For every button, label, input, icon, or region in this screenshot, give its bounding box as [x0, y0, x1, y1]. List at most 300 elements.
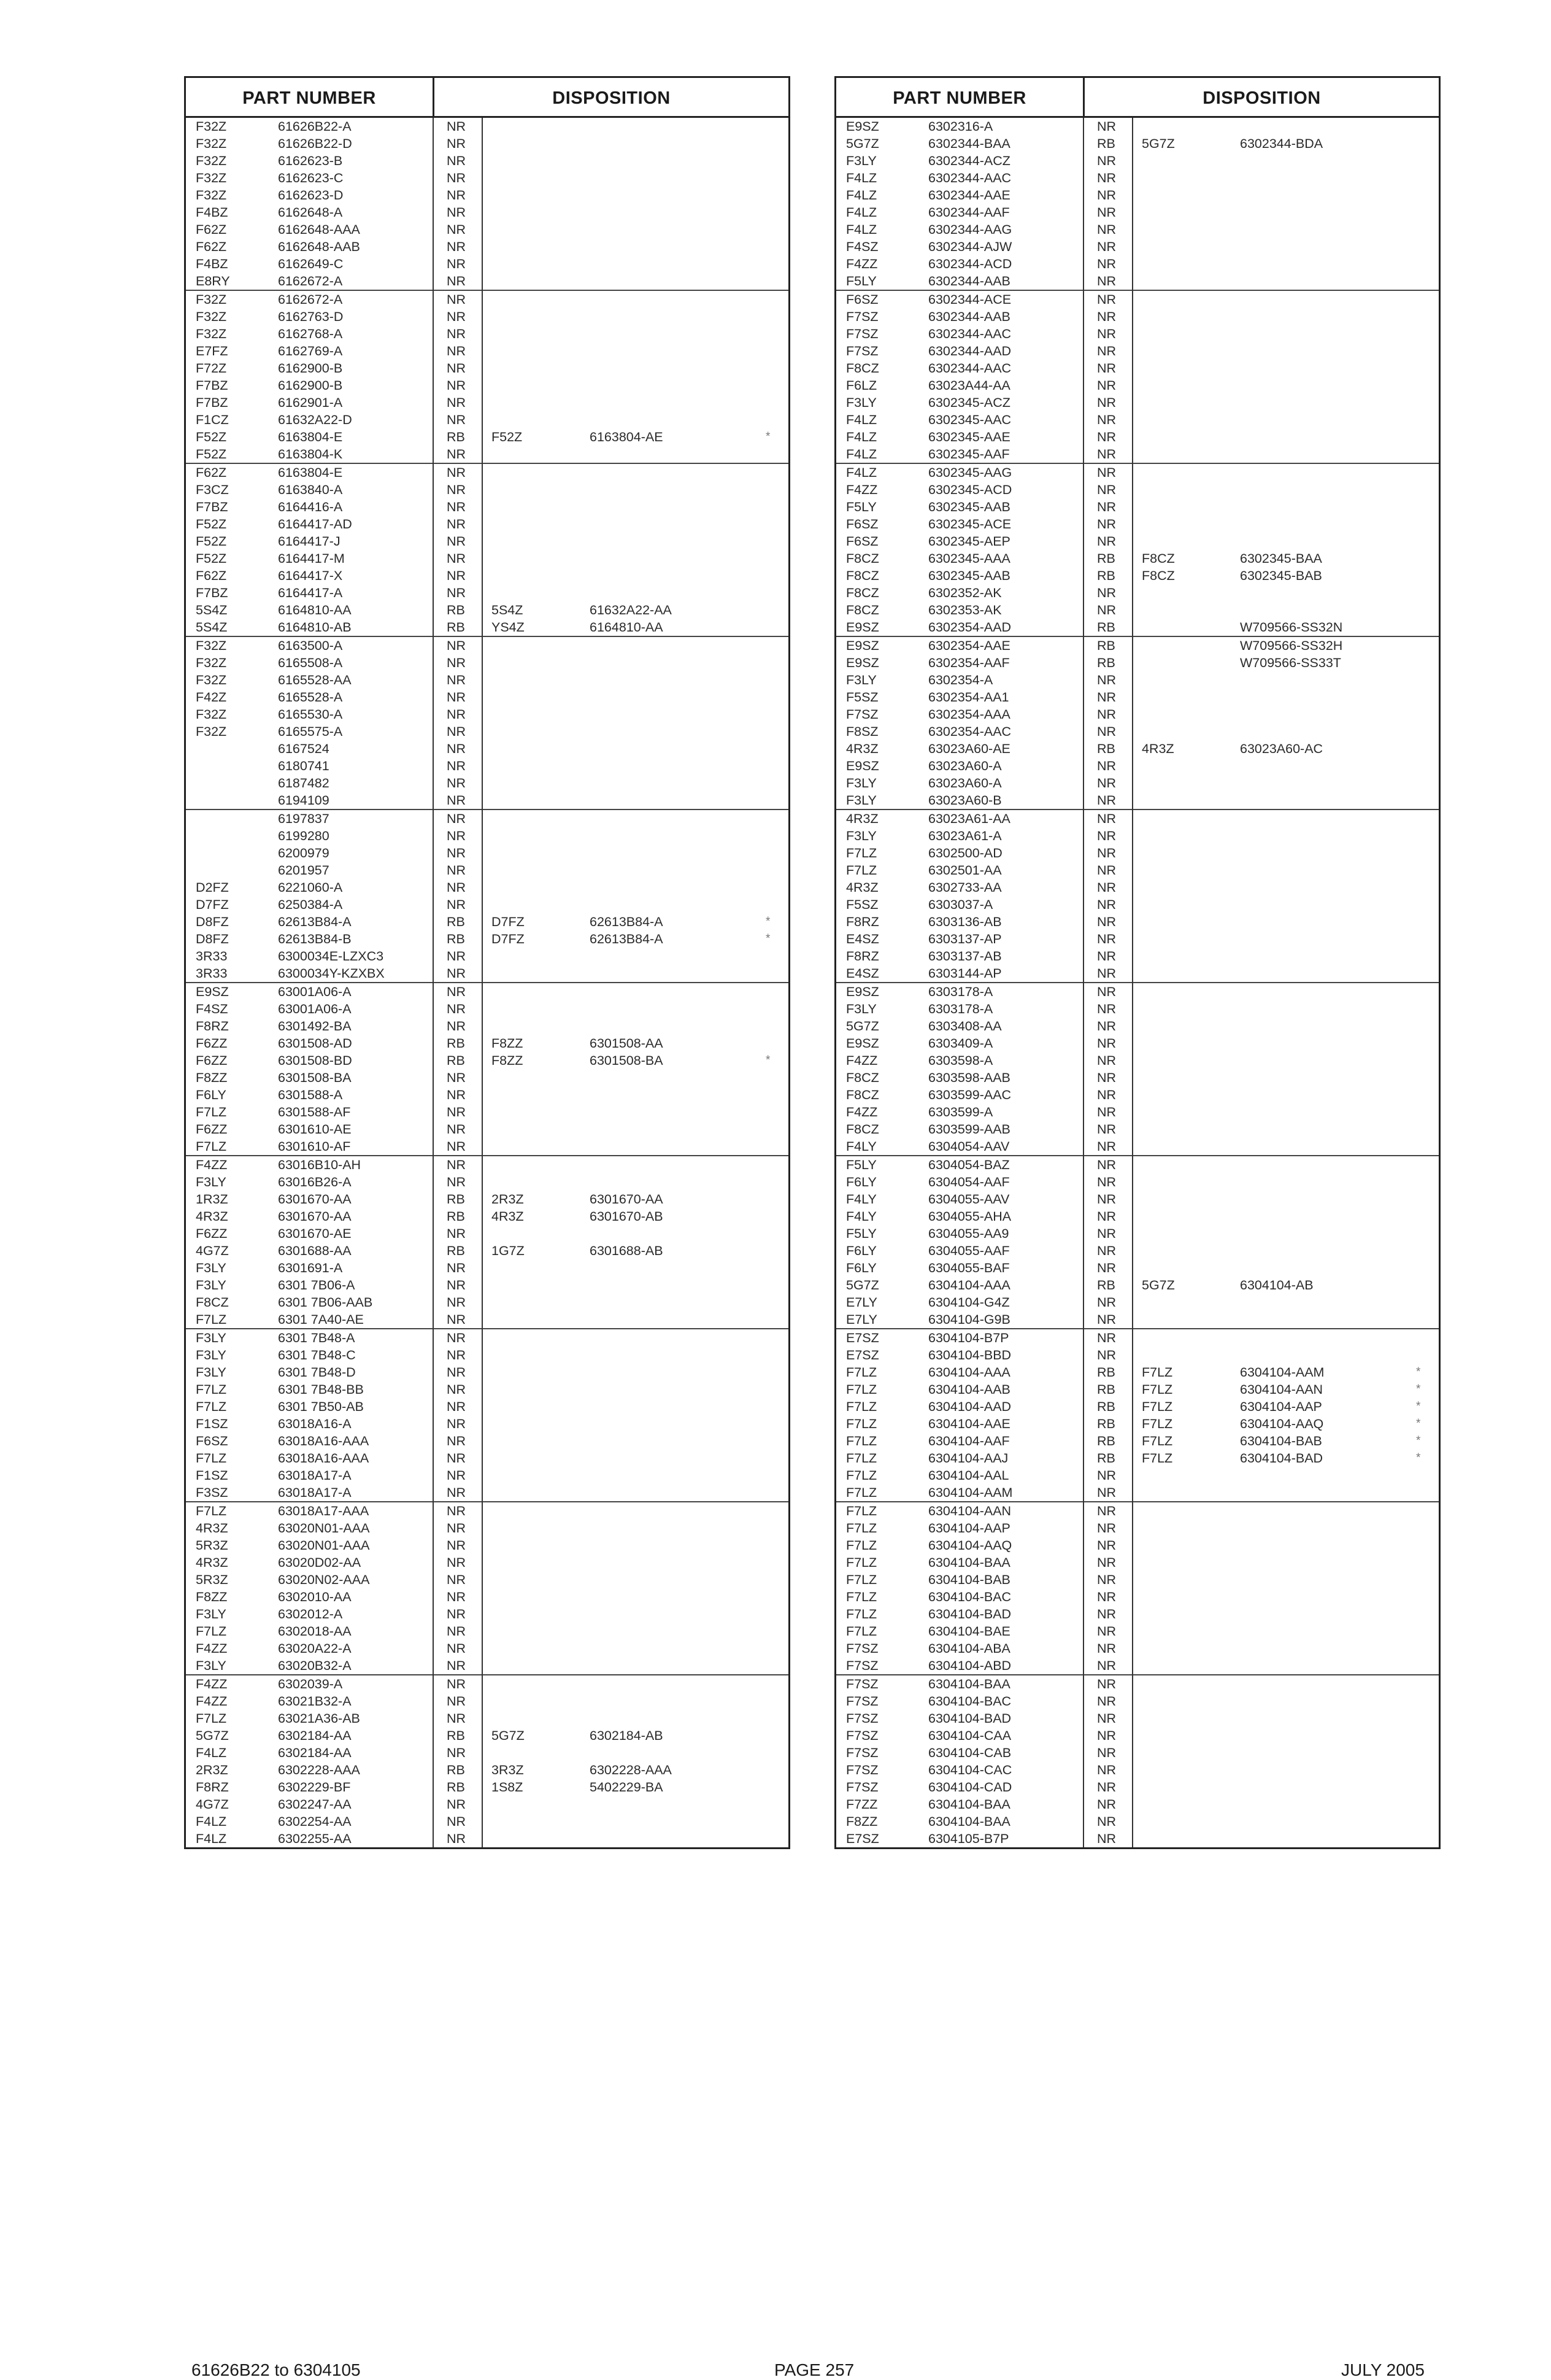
- prefix: F7LZ: [846, 1485, 877, 1500]
- table-row: [836, 1640, 1439, 1657]
- table-row: [186, 1311, 788, 1328]
- prefix: F8ZZ: [196, 1590, 228, 1604]
- row-group: [186, 1329, 788, 1502]
- part-number: 6301 7B50-AB: [278, 1399, 364, 1414]
- disposition-header: DISPOSITION: [1203, 88, 1321, 108]
- disposition-code: NR: [1097, 914, 1117, 929]
- part-number: 6304104-AAM: [928, 1485, 1013, 1500]
- disposition-code: RB: [1097, 638, 1115, 653]
- replacement-prefix: F52Z: [491, 430, 523, 444]
- table-row: [836, 377, 1439, 394]
- disposition-code: NR: [1097, 361, 1117, 376]
- table-row: [836, 135, 1439, 152]
- prefix: F7BZ: [196, 585, 228, 600]
- table-row: [186, 169, 788, 187]
- part-number: 6162768-A: [278, 326, 343, 341]
- table-row: [186, 464, 788, 481]
- part-number: 6303408-AA: [928, 1019, 1002, 1034]
- prefix: F6LY: [846, 1261, 877, 1275]
- prefix: F52Z: [196, 534, 227, 549]
- part-number: 63020N01-AAA: [278, 1538, 370, 1553]
- prefix: F4ZZ: [196, 1641, 228, 1656]
- table-row: [186, 428, 788, 446]
- prefix: F6ZZ: [196, 1036, 228, 1051]
- part-number: 63021A36-AB: [278, 1711, 360, 1726]
- disposition-code: NR: [447, 465, 466, 480]
- row-group: [186, 1156, 788, 1329]
- table-row: [836, 1450, 1439, 1467]
- part-number: 6302344-AAG: [928, 222, 1012, 237]
- part-number: 63020D02-AA: [278, 1555, 361, 1570]
- disposition-code: NR: [1097, 309, 1117, 324]
- part-number: 6200979: [278, 846, 329, 860]
- replacement-number: 6304104-AAP: [1240, 1399, 1322, 1414]
- prefix: F4LY: [846, 1209, 877, 1224]
- disposition-code: NR: [447, 880, 466, 895]
- table-row: [836, 1138, 1439, 1155]
- disposition-code: NR: [447, 1382, 466, 1397]
- prefix: F6SZ: [196, 1434, 228, 1448]
- disposition-code: NR: [1097, 880, 1117, 895]
- table-row: [836, 584, 1439, 601]
- disposition-code: NR: [1097, 534, 1117, 549]
- part-number: 6302352-AK: [928, 585, 1002, 600]
- table-row: [836, 118, 1439, 135]
- prefix: F5SZ: [846, 897, 879, 912]
- replacement-prefix: F7LZ: [1142, 1399, 1173, 1414]
- table-row: [836, 1571, 1439, 1588]
- part-number: 6303409-A: [928, 1036, 993, 1051]
- table-row: [186, 187, 788, 204]
- prefix: F8CZ: [846, 1122, 879, 1137]
- table-row: [836, 654, 1439, 671]
- table-row: [186, 1381, 788, 1398]
- prefix: F5LY: [846, 1157, 877, 1172]
- part-number: 6180741: [278, 759, 329, 773]
- part-number: 6194109: [278, 793, 329, 808]
- table-row: [836, 1520, 1439, 1537]
- part-number: 61626B22-D: [278, 136, 352, 151]
- table-row: [186, 1294, 788, 1311]
- replacement-prefix: F8CZ: [1142, 568, 1175, 583]
- part-number: 6304104-BAC: [928, 1590, 1012, 1604]
- table-row: [836, 1415, 1439, 1432]
- prefix: F52Z: [196, 430, 227, 444]
- disposition-code: NR: [1097, 690, 1117, 705]
- part-number: 6302354-AAD: [928, 620, 1012, 635]
- disposition-code: RB: [447, 1036, 465, 1051]
- part-number: 6303137-AP: [928, 932, 1002, 946]
- disposition-code: NR: [1097, 257, 1117, 271]
- part-number: 6221060-A: [278, 880, 343, 895]
- prefix: E9SZ: [846, 638, 879, 653]
- part-number: 6301670-AA: [278, 1192, 352, 1207]
- prefix: F8CZ: [846, 361, 879, 376]
- row-group: [186, 637, 788, 810]
- part-number: 63018A17-A: [278, 1468, 352, 1483]
- table-row: [836, 965, 1439, 982]
- prefix: F32Z: [196, 153, 227, 168]
- prefix: 4R3Z: [846, 811, 879, 826]
- disposition-code: NR: [1097, 274, 1117, 288]
- table-row: [186, 1398, 788, 1415]
- replacement-number: 62613B84-A: [590, 932, 663, 946]
- part-number: 6164417-J: [278, 534, 341, 549]
- disposition-code: NR: [1097, 1088, 1117, 1102]
- disposition-code: NR: [447, 1468, 466, 1483]
- part-number: 6301508-BA: [278, 1070, 352, 1085]
- prefix: F4ZZ: [846, 1053, 878, 1068]
- prefix: E9SZ: [846, 620, 879, 635]
- part-number: 63021B32-A: [278, 1694, 352, 1709]
- disposition-code: NR: [447, 500, 466, 514]
- prefix: F7LZ: [846, 1504, 877, 1518]
- part-number: 6162900-B: [278, 361, 343, 376]
- table-row: [836, 792, 1439, 809]
- part-number: 6302344-ACD: [928, 257, 1012, 271]
- part-number: 6300034Y-KZXBX: [278, 966, 385, 981]
- prefix: F7LZ: [846, 863, 877, 878]
- disposition-code: NR: [1097, 1295, 1117, 1310]
- disposition-code: NR: [447, 690, 466, 705]
- part-number: 63016B26-A: [278, 1175, 352, 1189]
- disposition-code: NR: [447, 811, 466, 826]
- prefix: F8CZ: [196, 1295, 229, 1310]
- prefix: 3R33: [196, 949, 228, 964]
- table-row: [186, 1588, 788, 1605]
- part-number: 6301588-A: [278, 1088, 343, 1102]
- prefix: F7LZ: [196, 1451, 227, 1466]
- prefix: F52Z: [196, 447, 227, 462]
- table-row: [836, 1121, 1439, 1138]
- prefix: F8CZ: [846, 1088, 879, 1102]
- part-number: 6304104-AAN: [928, 1504, 1012, 1518]
- table-row: [186, 135, 788, 152]
- prefix: F32Z: [196, 673, 227, 687]
- prefix: F32Z: [196, 638, 227, 653]
- disposition-code: NR: [1097, 1122, 1117, 1137]
- table-row: [836, 1381, 1439, 1398]
- row-group: [836, 983, 1439, 1156]
- part-number: 6304055-BAF: [928, 1261, 1010, 1275]
- part-number: 6304105-B7P: [928, 1831, 1009, 1846]
- replacement-prefix: 5G7Z: [1142, 1278, 1175, 1292]
- part-number: 6164417-M: [278, 551, 345, 566]
- prefix: F62Z: [196, 465, 227, 480]
- disposition-code: NR: [447, 1451, 466, 1466]
- part-number: 6302345-ACD: [928, 482, 1012, 497]
- disposition-code: NR: [1097, 1139, 1117, 1154]
- part-number: 6302345-AEP: [928, 534, 1010, 549]
- table-row: [836, 428, 1439, 446]
- table-row: [836, 844, 1439, 862]
- disposition-code: NR: [1097, 1607, 1117, 1621]
- disposition-code: NR: [1097, 1504, 1117, 1518]
- table-row: [836, 394, 1439, 411]
- disposition-code: NR: [1097, 1331, 1117, 1345]
- disposition-code: NR: [1097, 171, 1117, 185]
- table-row: [186, 1277, 788, 1294]
- table-row: [186, 1710, 788, 1727]
- disposition-code: NR: [1097, 603, 1117, 617]
- table-row: [836, 1364, 1439, 1381]
- part-number: 6303599-A: [928, 1105, 993, 1119]
- table-row: [836, 1329, 1439, 1346]
- prefix: F4LZ: [846, 222, 877, 237]
- disposition-code: NR: [1097, 378, 1117, 393]
- disposition-code: NR: [1097, 1538, 1117, 1553]
- disposition-code: NR: [447, 1831, 466, 1846]
- star-mark: *: [766, 932, 771, 945]
- part-number: 63018A16-AAA: [278, 1434, 369, 1448]
- part-number: 6302354-A: [928, 673, 993, 687]
- replacement-number: 6163804-AE: [590, 430, 663, 444]
- table-row: [186, 1640, 788, 1657]
- disposition-code: NR: [1097, 1468, 1117, 1483]
- prefix: F7SZ: [846, 1763, 879, 1777]
- disposition-code: NR: [1097, 829, 1117, 843]
- table-row: [186, 1502, 788, 1520]
- part-number: 6304104-AAF: [928, 1434, 1010, 1448]
- disposition-code: NR: [1097, 1243, 1117, 1258]
- table-row: [186, 1693, 788, 1710]
- part-number: 6303178-A: [928, 1002, 993, 1016]
- disposition-code: NR: [1097, 1763, 1117, 1777]
- disposition-code: NR: [447, 1677, 466, 1691]
- table-row: [836, 689, 1439, 706]
- prefix: F7LZ: [846, 1451, 877, 1466]
- part-number: 6301 7B06-AAB: [278, 1295, 373, 1310]
- disposition-code: NR: [1097, 863, 1117, 878]
- table-row: [836, 1208, 1439, 1225]
- part-number: 6167524: [278, 741, 329, 756]
- disposition-code: RB: [1097, 136, 1115, 151]
- row-group: [186, 118, 788, 291]
- prefix: F7SZ: [846, 309, 879, 324]
- table-row: [186, 1086, 788, 1103]
- disposition-code: RB: [1097, 551, 1115, 566]
- part-number: 6250384-A: [278, 897, 343, 912]
- part-number: 63023A60-A: [928, 759, 1002, 773]
- table-row: [836, 1830, 1439, 1847]
- disposition-code: RB: [1097, 568, 1115, 583]
- disposition-code: NR: [447, 776, 466, 790]
- disposition-code: NR: [1097, 1226, 1117, 1241]
- prefix: E9SZ: [196, 984, 229, 999]
- prefix: E7LY: [846, 1312, 877, 1327]
- disposition-code: RB: [1097, 1278, 1115, 1292]
- part-number: 6304104-BAA: [928, 1677, 1010, 1691]
- replacement-number: W709566-SS32N: [1240, 620, 1343, 635]
- prefix: F7LZ: [196, 1504, 227, 1518]
- table-row: [186, 308, 788, 325]
- star-mark: *: [766, 1054, 771, 1067]
- disposition-code: RB: [447, 430, 465, 444]
- prefix: 5G7Z: [846, 1019, 879, 1034]
- table-row: [836, 187, 1439, 204]
- part-number: 6302500-AD: [928, 846, 1003, 860]
- prefix: F6ZZ: [196, 1226, 228, 1241]
- disposition-code: NR: [447, 1002, 466, 1016]
- prefix: F7ZZ: [846, 1797, 878, 1812]
- table-row: [836, 1761, 1439, 1779]
- disposition-code: NR: [447, 378, 466, 393]
- table-row: [836, 619, 1439, 636]
- row-group: [836, 810, 1439, 983]
- part-number: 6302039-A: [278, 1677, 343, 1691]
- part-number-header: PART NUMBER: [893, 88, 1026, 108]
- table-row: [836, 152, 1439, 169]
- disposition-code: RB: [1097, 1365, 1115, 1380]
- table-row: [186, 446, 788, 463]
- part-number: 6304054-AAF: [928, 1175, 1010, 1189]
- prefix: F4LZ: [846, 171, 877, 185]
- replacement-number: 6301508-BA: [590, 1053, 663, 1068]
- table-row: [186, 983, 788, 1000]
- disposition-code: NR: [447, 966, 466, 981]
- prefix: F1SZ: [196, 1416, 228, 1431]
- replacement-number: 61632A22-AA: [590, 603, 672, 617]
- disposition-code: NR: [1097, 1797, 1117, 1812]
- part-number: 62613B84-B: [278, 932, 352, 946]
- part-number: 6164416-A: [278, 500, 343, 514]
- disposition-code: NR: [447, 1641, 466, 1656]
- replacement-prefix: F8ZZ: [491, 1053, 523, 1068]
- table-row: [836, 930, 1439, 948]
- part-number: 6162649-C: [278, 257, 344, 271]
- disposition-code: NR: [447, 793, 466, 808]
- prefix: F1CZ: [196, 412, 229, 427]
- disposition-code: NR: [447, 707, 466, 722]
- table-row: [836, 498, 1439, 516]
- disposition-code: NR: [1097, 1019, 1117, 1034]
- part-number: 63001A06-A: [278, 984, 352, 999]
- prefix: F7LZ: [846, 1521, 877, 1536]
- prefix: F7LZ: [196, 1399, 227, 1414]
- prefix: F4LZ: [846, 188, 877, 203]
- prefix: F32Z: [196, 292, 227, 307]
- prefix: F7SZ: [846, 344, 879, 358]
- table-row: [836, 1813, 1439, 1830]
- table-row: [186, 204, 788, 221]
- table-row: [836, 1191, 1439, 1208]
- prefix: F7LZ: [196, 1139, 227, 1154]
- part-number: 6303178-A: [928, 984, 993, 999]
- disposition-code: RB: [1097, 620, 1115, 635]
- prefix: F7LZ: [846, 1468, 877, 1483]
- disposition-code: NR: [447, 1624, 466, 1639]
- table-row: [186, 1571, 788, 1588]
- table-row: [186, 377, 788, 394]
- replacement-prefix: 3R3Z: [491, 1763, 524, 1777]
- disposition-code: NR: [1097, 465, 1117, 480]
- left-parts-table: [184, 76, 790, 1849]
- table-row: [836, 1796, 1439, 1813]
- prefix: F7SZ: [846, 1694, 879, 1709]
- prefix: F3CZ: [196, 482, 229, 497]
- disposition-code: NR: [1097, 500, 1117, 514]
- star-mark: *: [1416, 1383, 1421, 1396]
- prefix: F4ZZ: [846, 257, 878, 271]
- table-row: [186, 1813, 788, 1830]
- prefix: F7LZ: [196, 1624, 227, 1639]
- part-number: 6302344-AAD: [928, 344, 1012, 358]
- disposition-code: NR: [447, 1694, 466, 1709]
- part-number: 6302344-AAE: [928, 188, 1010, 203]
- table-row: [186, 584, 788, 601]
- replacement-number: 6301670-AA: [590, 1192, 663, 1207]
- prefix: 5R3Z: [196, 1538, 228, 1553]
- disposition-code: NR: [1097, 205, 1117, 220]
- table-row: [836, 308, 1439, 325]
- disposition-code: NR: [447, 309, 466, 324]
- part-number: 6304104-BAA: [928, 1797, 1010, 1812]
- prefix: 4R3Z: [196, 1555, 228, 1570]
- table-row: [186, 567, 788, 584]
- left-table-header: [186, 78, 788, 118]
- part-number: 63023A61-AA: [928, 811, 1010, 826]
- replacement-prefix: 5G7Z: [491, 1728, 525, 1743]
- disposition-code: NR: [447, 638, 466, 653]
- part-number: 6302184-AA: [278, 1745, 352, 1760]
- part-number: 6302344-AAB: [928, 309, 1010, 324]
- table-row: [186, 930, 788, 948]
- part-number: 63023A60-B: [928, 793, 1002, 808]
- prefix: 4R3Z: [846, 741, 879, 756]
- table-row: [836, 1052, 1439, 1069]
- part-number: 6199280: [278, 829, 329, 843]
- prefix: 4R3Z: [196, 1521, 228, 1536]
- disposition-code: NR: [447, 412, 466, 427]
- prefix: F6ZZ: [196, 1053, 228, 1068]
- replacement-number: 6301670-AB: [590, 1209, 663, 1224]
- disposition-code: NR: [447, 119, 466, 134]
- disposition-code: NR: [1097, 1312, 1117, 1327]
- part-number: 6302354-AAF: [928, 655, 1010, 670]
- prefix: F3LY: [846, 1002, 877, 1016]
- disposition-code: NR: [447, 222, 466, 237]
- replacement-prefix: YS4Z: [491, 620, 525, 635]
- table-row: [836, 1069, 1439, 1086]
- part-number: 6302733-AA: [928, 880, 1002, 895]
- table-row: [836, 238, 1439, 255]
- part-number: 6304104-B7P: [928, 1331, 1009, 1345]
- part-number: 6301508-AD: [278, 1036, 352, 1051]
- disposition-code: NR: [447, 949, 466, 964]
- disposition-code: NR: [1097, 153, 1117, 168]
- part-number: 6304104-G4Z: [928, 1295, 1010, 1310]
- replacement-number: W709566-SS33T: [1240, 655, 1341, 670]
- disposition-code: NR: [447, 1019, 466, 1034]
- prefix: F6LY: [846, 1175, 877, 1189]
- part-number: 6304104-BBD: [928, 1348, 1012, 1362]
- part-number: 6302316-A: [928, 119, 993, 134]
- part-number: 6304104-BAD: [928, 1607, 1012, 1621]
- disposition-code: NR: [1097, 1209, 1117, 1224]
- disposition-code: NR: [447, 1399, 466, 1414]
- part-number: 63018A16-AAA: [278, 1451, 369, 1466]
- part-number: 6162648-A: [278, 205, 343, 220]
- table-row: [186, 342, 788, 360]
- replacement-number: 63023A60-AC: [1240, 741, 1323, 756]
- disposition-code: NR: [447, 551, 466, 566]
- prefix: F4LZ: [846, 447, 877, 462]
- table-row: [836, 204, 1439, 221]
- part-number: 63018A16-A: [278, 1416, 352, 1431]
- disposition-code: NR: [1097, 1780, 1117, 1795]
- part-number: 6162623-B: [278, 153, 343, 168]
- prefix: F7LZ: [846, 1624, 877, 1639]
